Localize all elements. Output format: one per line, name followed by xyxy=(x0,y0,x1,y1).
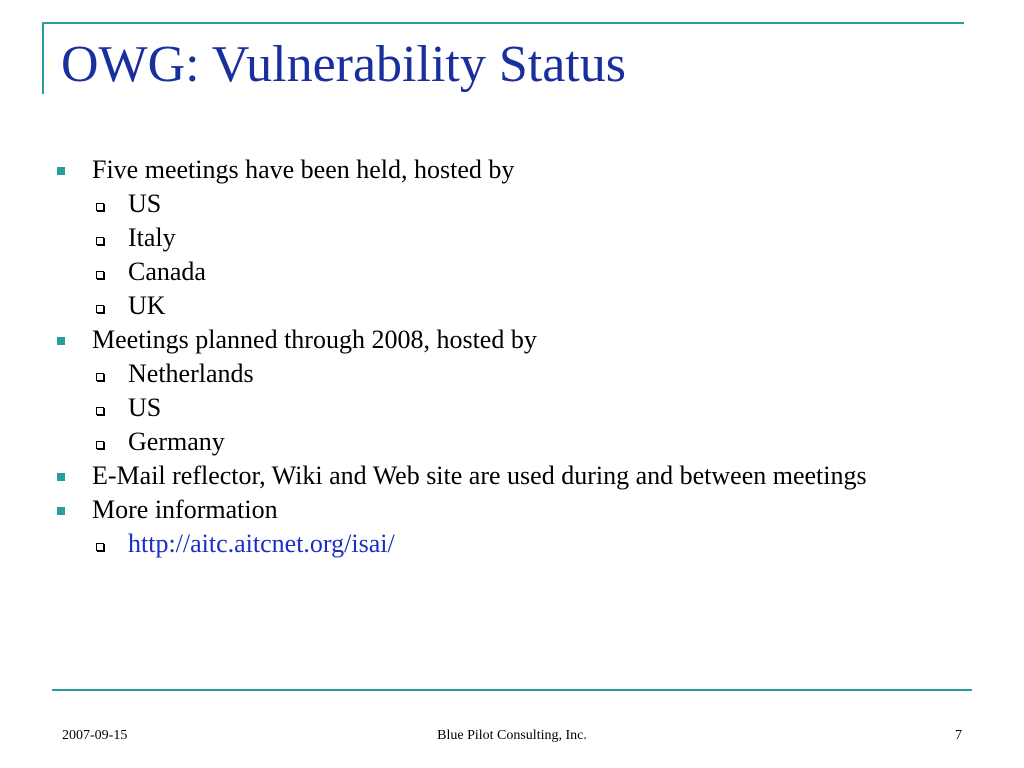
square-bullet-icon xyxy=(57,167,65,175)
footer-date: 2007-09-15 xyxy=(62,728,128,743)
sub-bullet-item xyxy=(0,394,1024,421)
info-link[interactable]: http://aitc.aitcnet.org/isai/ xyxy=(128,529,395,558)
bullet-item xyxy=(0,156,922,183)
sub-bullet-item xyxy=(0,360,1024,387)
sub-bullet-item xyxy=(0,530,1024,557)
bullet-item xyxy=(0,496,922,523)
sub-bullet-text: US xyxy=(128,189,162,218)
sub-bullet-text: Canada xyxy=(128,257,206,286)
square-bullet-icon xyxy=(57,337,65,345)
slide-title: OWG: Vulnerability Status xyxy=(61,36,626,93)
sub-bullet-item xyxy=(0,258,1024,285)
footer-company: Blue Pilot Consulting, Inc. xyxy=(437,728,587,743)
bullet-item xyxy=(0,326,922,353)
bullet-text: E-Mail reflector, Wiki and Web site are used during and between meetings xyxy=(92,461,867,490)
hollow-square-bullet-icon xyxy=(96,203,104,211)
header-frame-top-line xyxy=(42,22,964,24)
square-bullet-icon xyxy=(57,507,65,515)
sub-bullet-item xyxy=(0,292,1024,319)
bullet-item xyxy=(0,462,922,489)
sub-bullet-text: UK xyxy=(128,291,166,320)
hollow-square-bullet-icon xyxy=(96,441,104,449)
header-frame-left-line xyxy=(42,22,44,94)
sub-bullet-text: Italy xyxy=(128,223,176,252)
square-bullet-icon xyxy=(57,473,65,481)
hollow-square-bullet-icon xyxy=(96,237,104,245)
sub-bullet-text: Netherlands xyxy=(128,359,254,388)
bullet-text: Meetings planned through 2008, hosted by xyxy=(92,325,537,354)
hollow-square-bullet-icon xyxy=(96,373,104,381)
hollow-square-bullet-icon xyxy=(96,407,104,415)
hollow-square-bullet-icon xyxy=(96,271,104,279)
footer-divider xyxy=(52,689,972,691)
hollow-square-bullet-icon xyxy=(96,305,104,313)
page-number: 7 xyxy=(955,728,962,743)
sub-bullet-item xyxy=(0,428,1024,455)
hollow-square-bullet-icon xyxy=(96,543,104,551)
bullet-text: More information xyxy=(92,495,278,524)
sub-bullet-text: Germany xyxy=(128,427,225,456)
slide-content xyxy=(0,156,1024,564)
sub-bullet-text: US xyxy=(128,393,162,422)
sub-bullet-item xyxy=(0,224,1024,251)
bullet-text: Five meetings have been held, hosted by xyxy=(92,155,515,184)
sub-bullet-item xyxy=(0,190,1024,217)
